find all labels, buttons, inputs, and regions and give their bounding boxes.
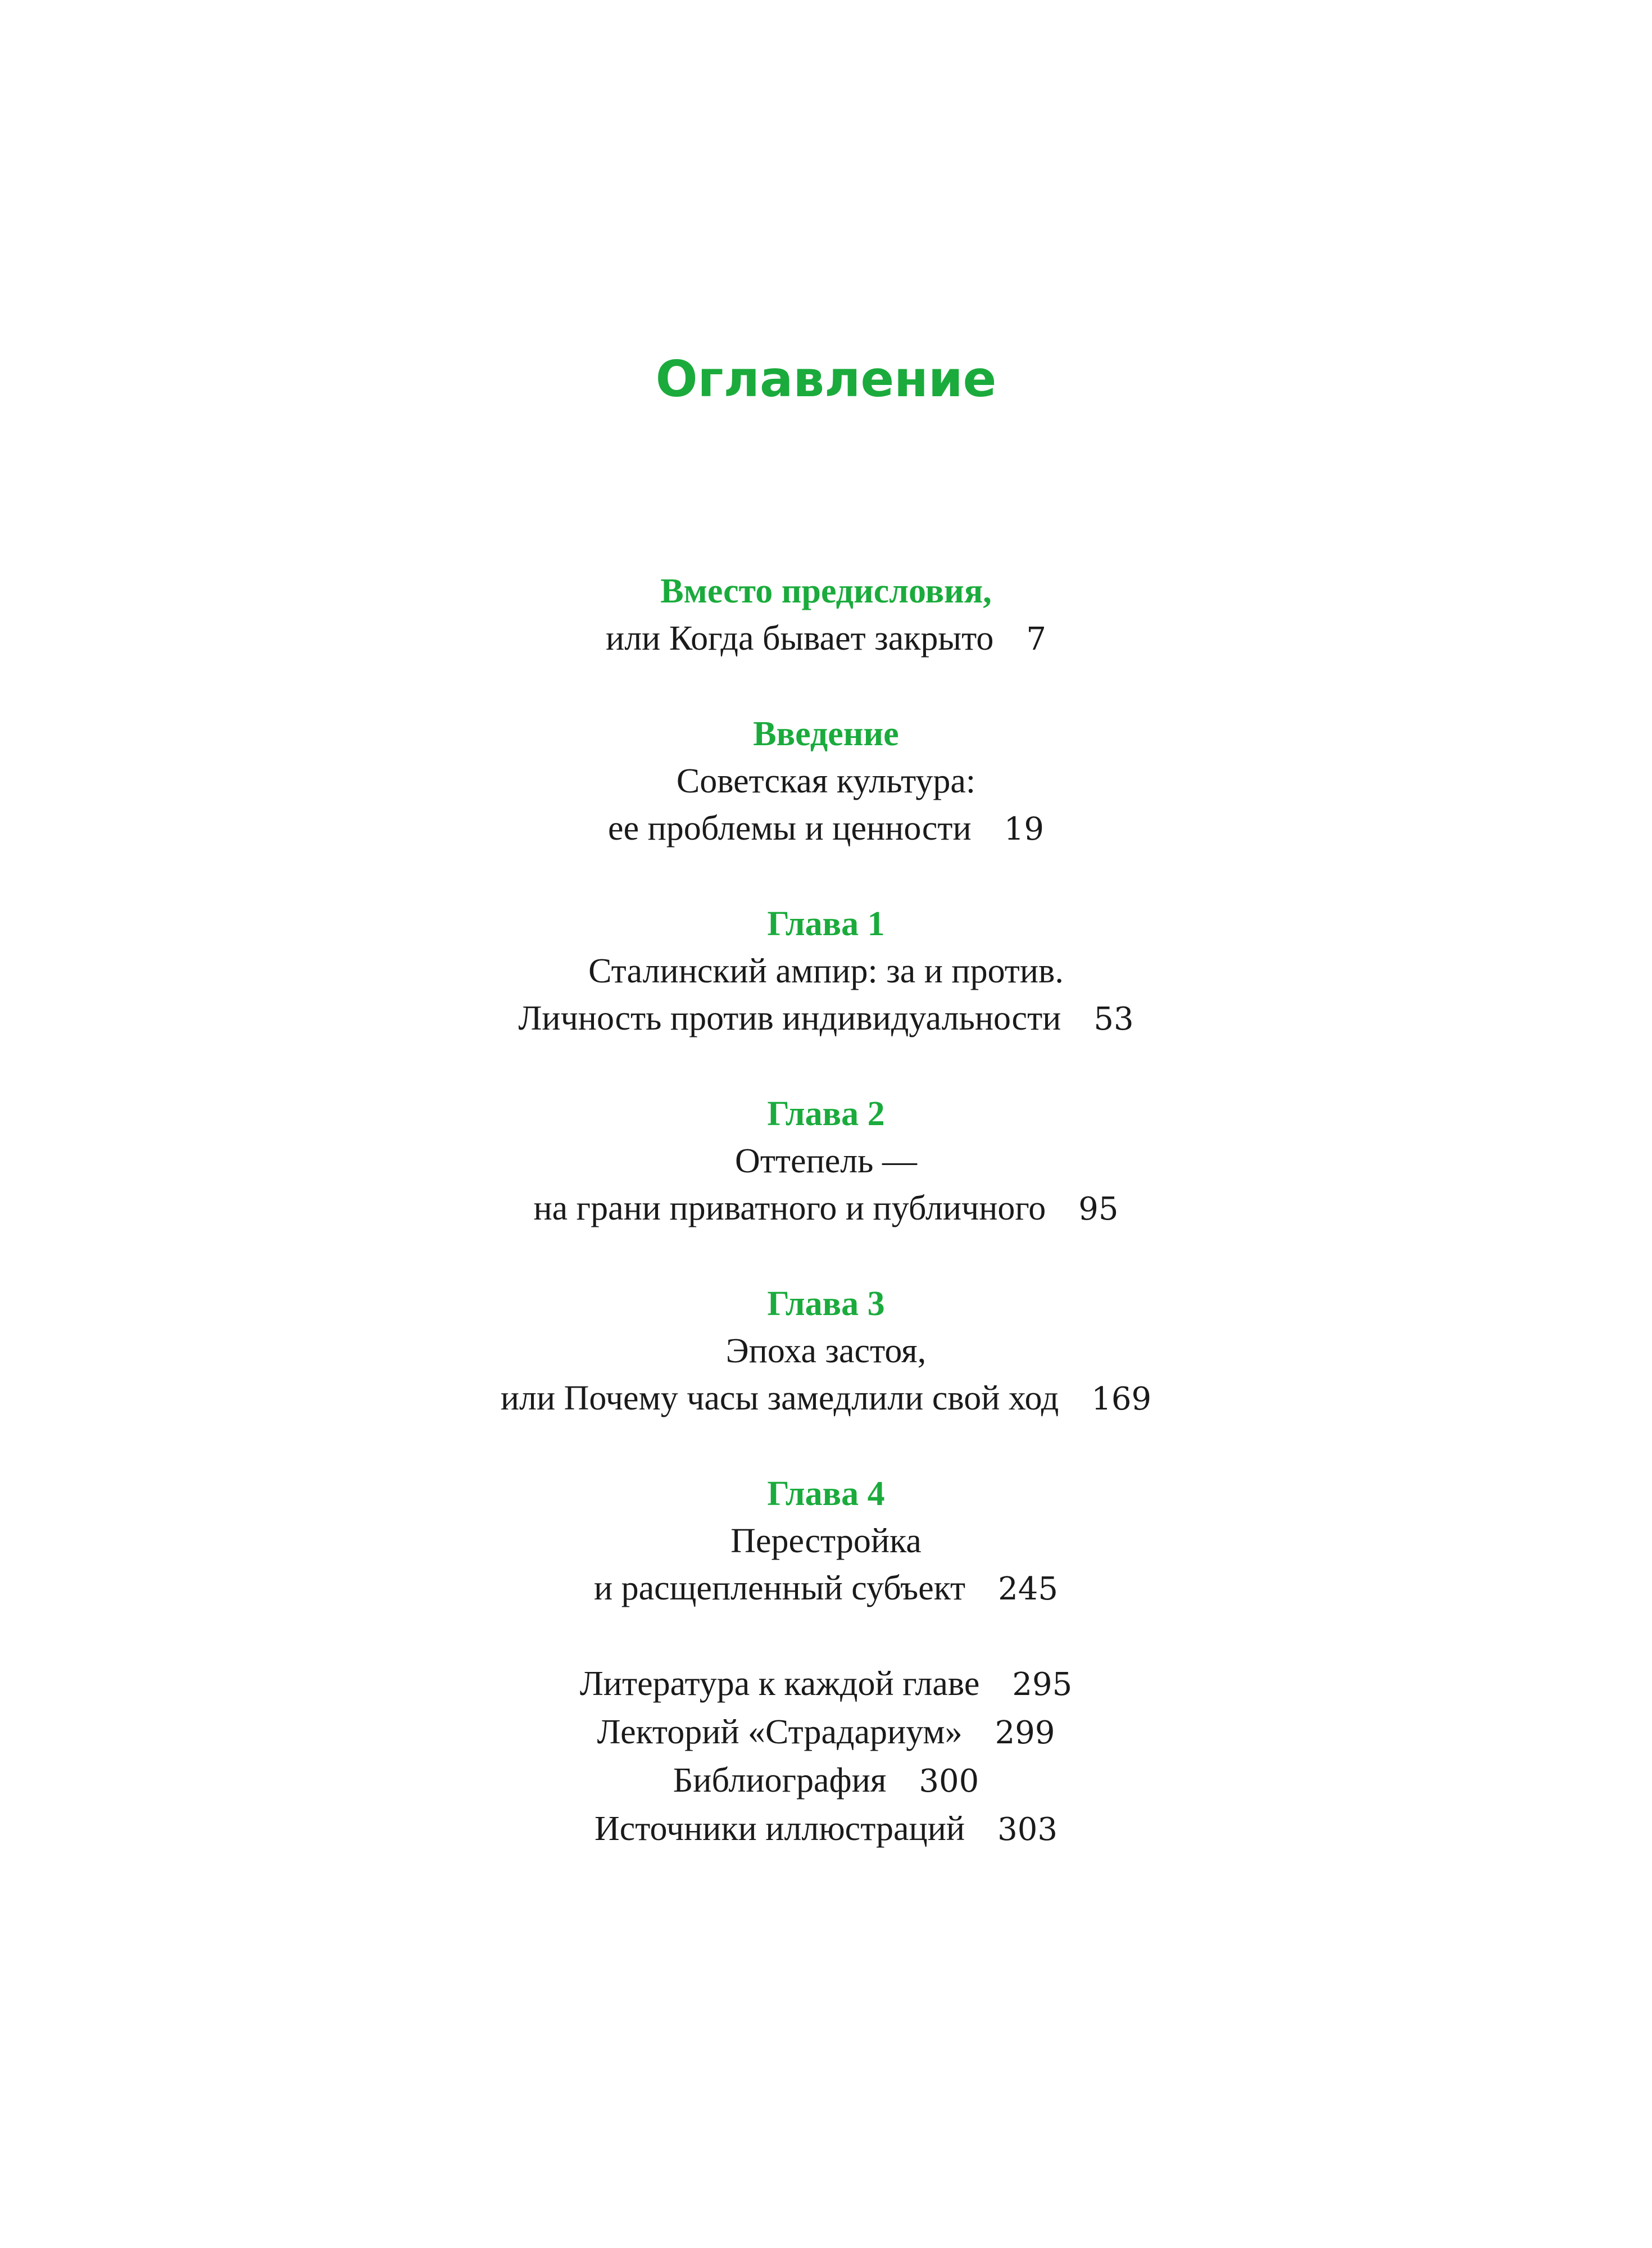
toc-page-number: 7 <box>1026 621 1046 658</box>
toc-entry-subtitle: или Когда бывает закрыто <box>606 619 994 658</box>
toc-page-number: 53 <box>1093 1001 1134 1037</box>
toc-appendix <box>0 1660 1652 1853</box>
toc-appendix-label: Библиография <box>673 1761 887 1800</box>
toc-entry-subtitle: Сталинский ампир: за и против. <box>588 952 1064 990</box>
toc-entry-heading: Введение <box>753 715 899 753</box>
toc-entry-chapter-2[interactable] <box>0 1090 1652 1233</box>
toc-entry-subtitle: Оттепель — <box>735 1142 917 1180</box>
toc-appendix-item-illustrations[interactable] <box>0 1805 1652 1853</box>
toc-entry-subtitle-line <box>0 995 1652 1043</box>
toc-page-number: 19 <box>1004 811 1044 847</box>
toc-entry-heading: Вместо предисловия, <box>660 572 992 610</box>
table-of-contents <box>0 568 1652 1853</box>
toc-entry-subtitle: Эпоха застоя, <box>725 1332 927 1370</box>
toc-page-number: 169 <box>1091 1381 1152 1417</box>
toc-entry-chapter-4[interactable] <box>0 1470 1652 1613</box>
toc-page-number: 303 <box>997 1811 1058 1848</box>
toc-entry-subtitle: Личность против индивидуальности <box>518 999 1061 1037</box>
toc-entry-heading: Глава 1 <box>767 905 885 943</box>
toc-entry-subtitle: ее проблемы и ценности <box>608 809 972 847</box>
toc-appendix-label: Лекторий «Страдариум» <box>597 1713 963 1751</box>
toc-page-number: 95 <box>1078 1191 1119 1227</box>
toc-page-number: 295 <box>1012 1666 1073 1703</box>
toc-appendix-item-bibliography[interactable] <box>0 1757 1652 1805</box>
toc-page-number: 299 <box>995 1715 1055 1751</box>
toc-entry-subtitle: Перестройка <box>730 1522 922 1560</box>
toc-page-number: 300 <box>919 1763 979 1800</box>
toc-entry-introduction[interactable] <box>0 710 1652 853</box>
toc-entry-heading: Глава 2 <box>767 1095 885 1133</box>
toc-appendix-label: Источники иллюстраций <box>594 1810 965 1848</box>
toc-entry-subtitle: на грани приватного и публичного <box>533 1189 1046 1227</box>
toc-appendix-item-lectorium[interactable] <box>0 1708 1652 1757</box>
toc-page-number: 245 <box>998 1571 1059 1607</box>
toc-entry-chapter-3[interactable] <box>0 1280 1652 1423</box>
toc-entry-subtitle: Советская культура: <box>676 762 976 800</box>
toc-entry-heading: Глава 3 <box>767 1285 885 1323</box>
toc-entry-chapter-1[interactable] <box>0 900 1652 1043</box>
toc-entry-subtitle: или Почему часы замедлили свой ход <box>500 1379 1059 1417</box>
toc-entry-preface[interactable] <box>0 568 1652 663</box>
toc-entry-subtitle-line <box>0 805 1652 853</box>
toc-entry-subtitle-line <box>0 1185 1652 1233</box>
page-title: Оглавление <box>655 350 997 408</box>
toc-entry-heading: Глава 4 <box>767 1475 885 1513</box>
toc-entry-subtitle-line <box>0 1375 1652 1423</box>
toc-entry-subtitle-line <box>0 615 1652 663</box>
toc-entry-subtitle-line <box>0 1565 1652 1613</box>
toc-entry-subtitle: и расщепленный субъект <box>593 1569 966 1607</box>
toc-appendix-label: Литература к каждой главе <box>579 1665 980 1703</box>
toc-appendix-item-literature[interactable] <box>0 1660 1652 1708</box>
